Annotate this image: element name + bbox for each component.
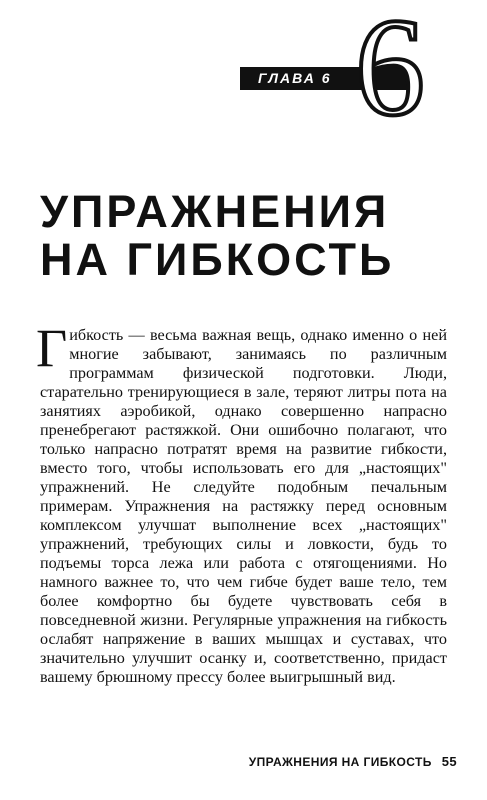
- drop-cap: Г: [36, 318, 68, 378]
- page-number: 55: [441, 754, 457, 769]
- title-line-1: УПРАЖНЕНИЯ: [40, 186, 390, 237]
- chapter-label: ГЛАВА 6: [258, 70, 332, 86]
- chapter-numeral-text: 6: [355, 10, 425, 130]
- chapter-numeral: [330, 10, 450, 130]
- page-title: [40, 188, 394, 284]
- body-text: ибкость — весьма важная вещь, однако именно о ней многие забывают, занимаясь по различным программам физической подготовки. Люди, старательно тренирующиеся в зале, теряют литры пота на занятиях аэробикой, однако совершенно напрасно пренебрегают растяжкой. Они ошибочно полагают, что только напрасно потратят время на развитие гибкости, вместо того, чтобы использовать его для „настоящих" упражнений. Не следуйте подобным печальным примерам. Упражнения на растяжку перед основным комплексом улучшат выполнение всех „настоящих" упражнений, требующих силы и ловкости, будь то подъемы торса лежа или работа с отягощениями. Но намного важнее то, что чем гибче будет ваше тело, тем более комфортно бы будете чувствовать себя в повседневной жизни. Регулярные упражнения на гибкость ослабят напряжение в ваших мышцах и суставах, что значительно улучшит осанку и, соответственно, придаст вашему брюшному прессу более выигрышный вид.: [40, 326, 447, 686]
- body-paragraph: [36, 318, 447, 687]
- running-title: УПРАЖНЕНИЯ НА ГИБКОСТЬ: [248, 755, 432, 769]
- running-footer: [249, 754, 457, 769]
- title-line-2: НА ГИБКОСТЬ: [40, 234, 395, 285]
